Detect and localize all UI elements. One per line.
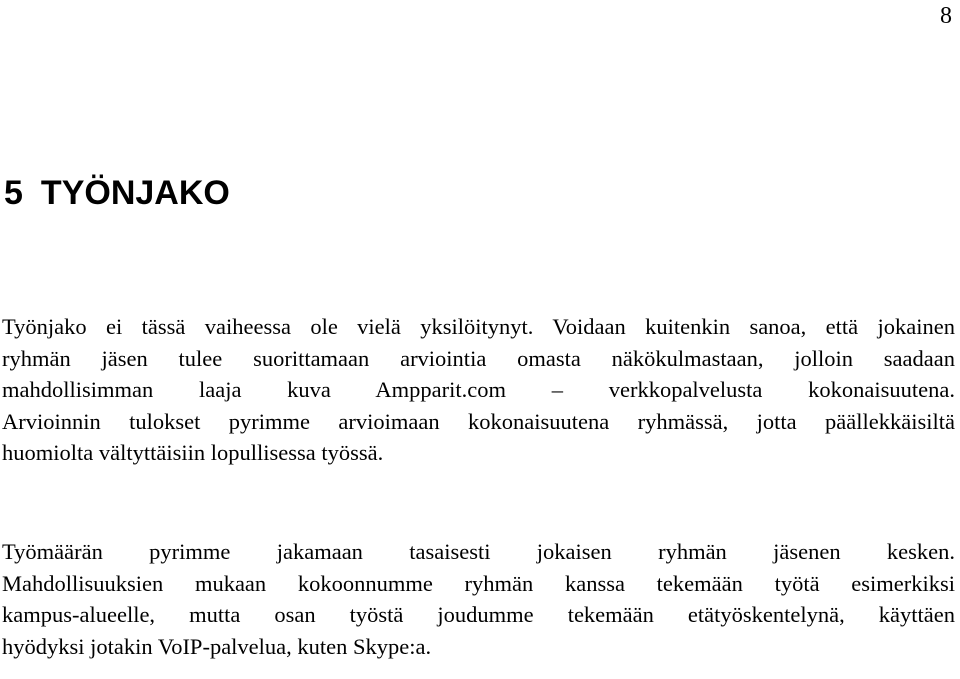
paragraph-line: kampus-alueelle, mutta osan työstä joudumme tekemään etätyöskentelynä, käyttäen: [2, 602, 955, 627]
section-title: TYÖNJAKO: [40, 174, 230, 212]
paragraph-line: mahdollisimman laaja kuva Ampparit.com – verkkopalvelusta kokonaisuutena.: [2, 377, 955, 402]
paragraph-workload: [2, 536, 955, 662]
section-heading: [4, 170, 230, 216]
paragraph-line: hyödyksi jotakin VoIP-palvelua, kuten Skype:a.: [2, 633, 432, 659]
paragraph-line: Mahdollisuuksien mukaan kokoonnumme ryhmän kanssa tekemään työtä esimerkiksi: [2, 570, 955, 596]
paragraph-line: Arvioinnin tulokset pyrimme arvioimaan kokonaisuutena ryhmässä, jotta päällekkäisiltä: [2, 408, 955, 434]
paragraph-work-division: [2, 311, 955, 469]
paragraph-line: Työmäärän pyrimme jakamaan tasaisesti jokaisen ryhmän jäsenen kesken.: [2, 539, 955, 564]
paragraph-line: Työnjako ei tässä vaiheessa ole vielä yksilöitynyt. Voidaan kuitenkin sanoa, että jokainen: [2, 314, 955, 339]
paragraph-line: ryhmän jäsen tulee suorittamaan arviointia omasta näkökulmastaan, jolloin saadaan: [2, 345, 955, 371]
section-number: 5: [4, 174, 23, 212]
page-number: 8: [940, 3, 952, 29]
paragraph-line: huomiolta vältyttäisiin lopullisessa työssä.: [2, 440, 384, 465]
